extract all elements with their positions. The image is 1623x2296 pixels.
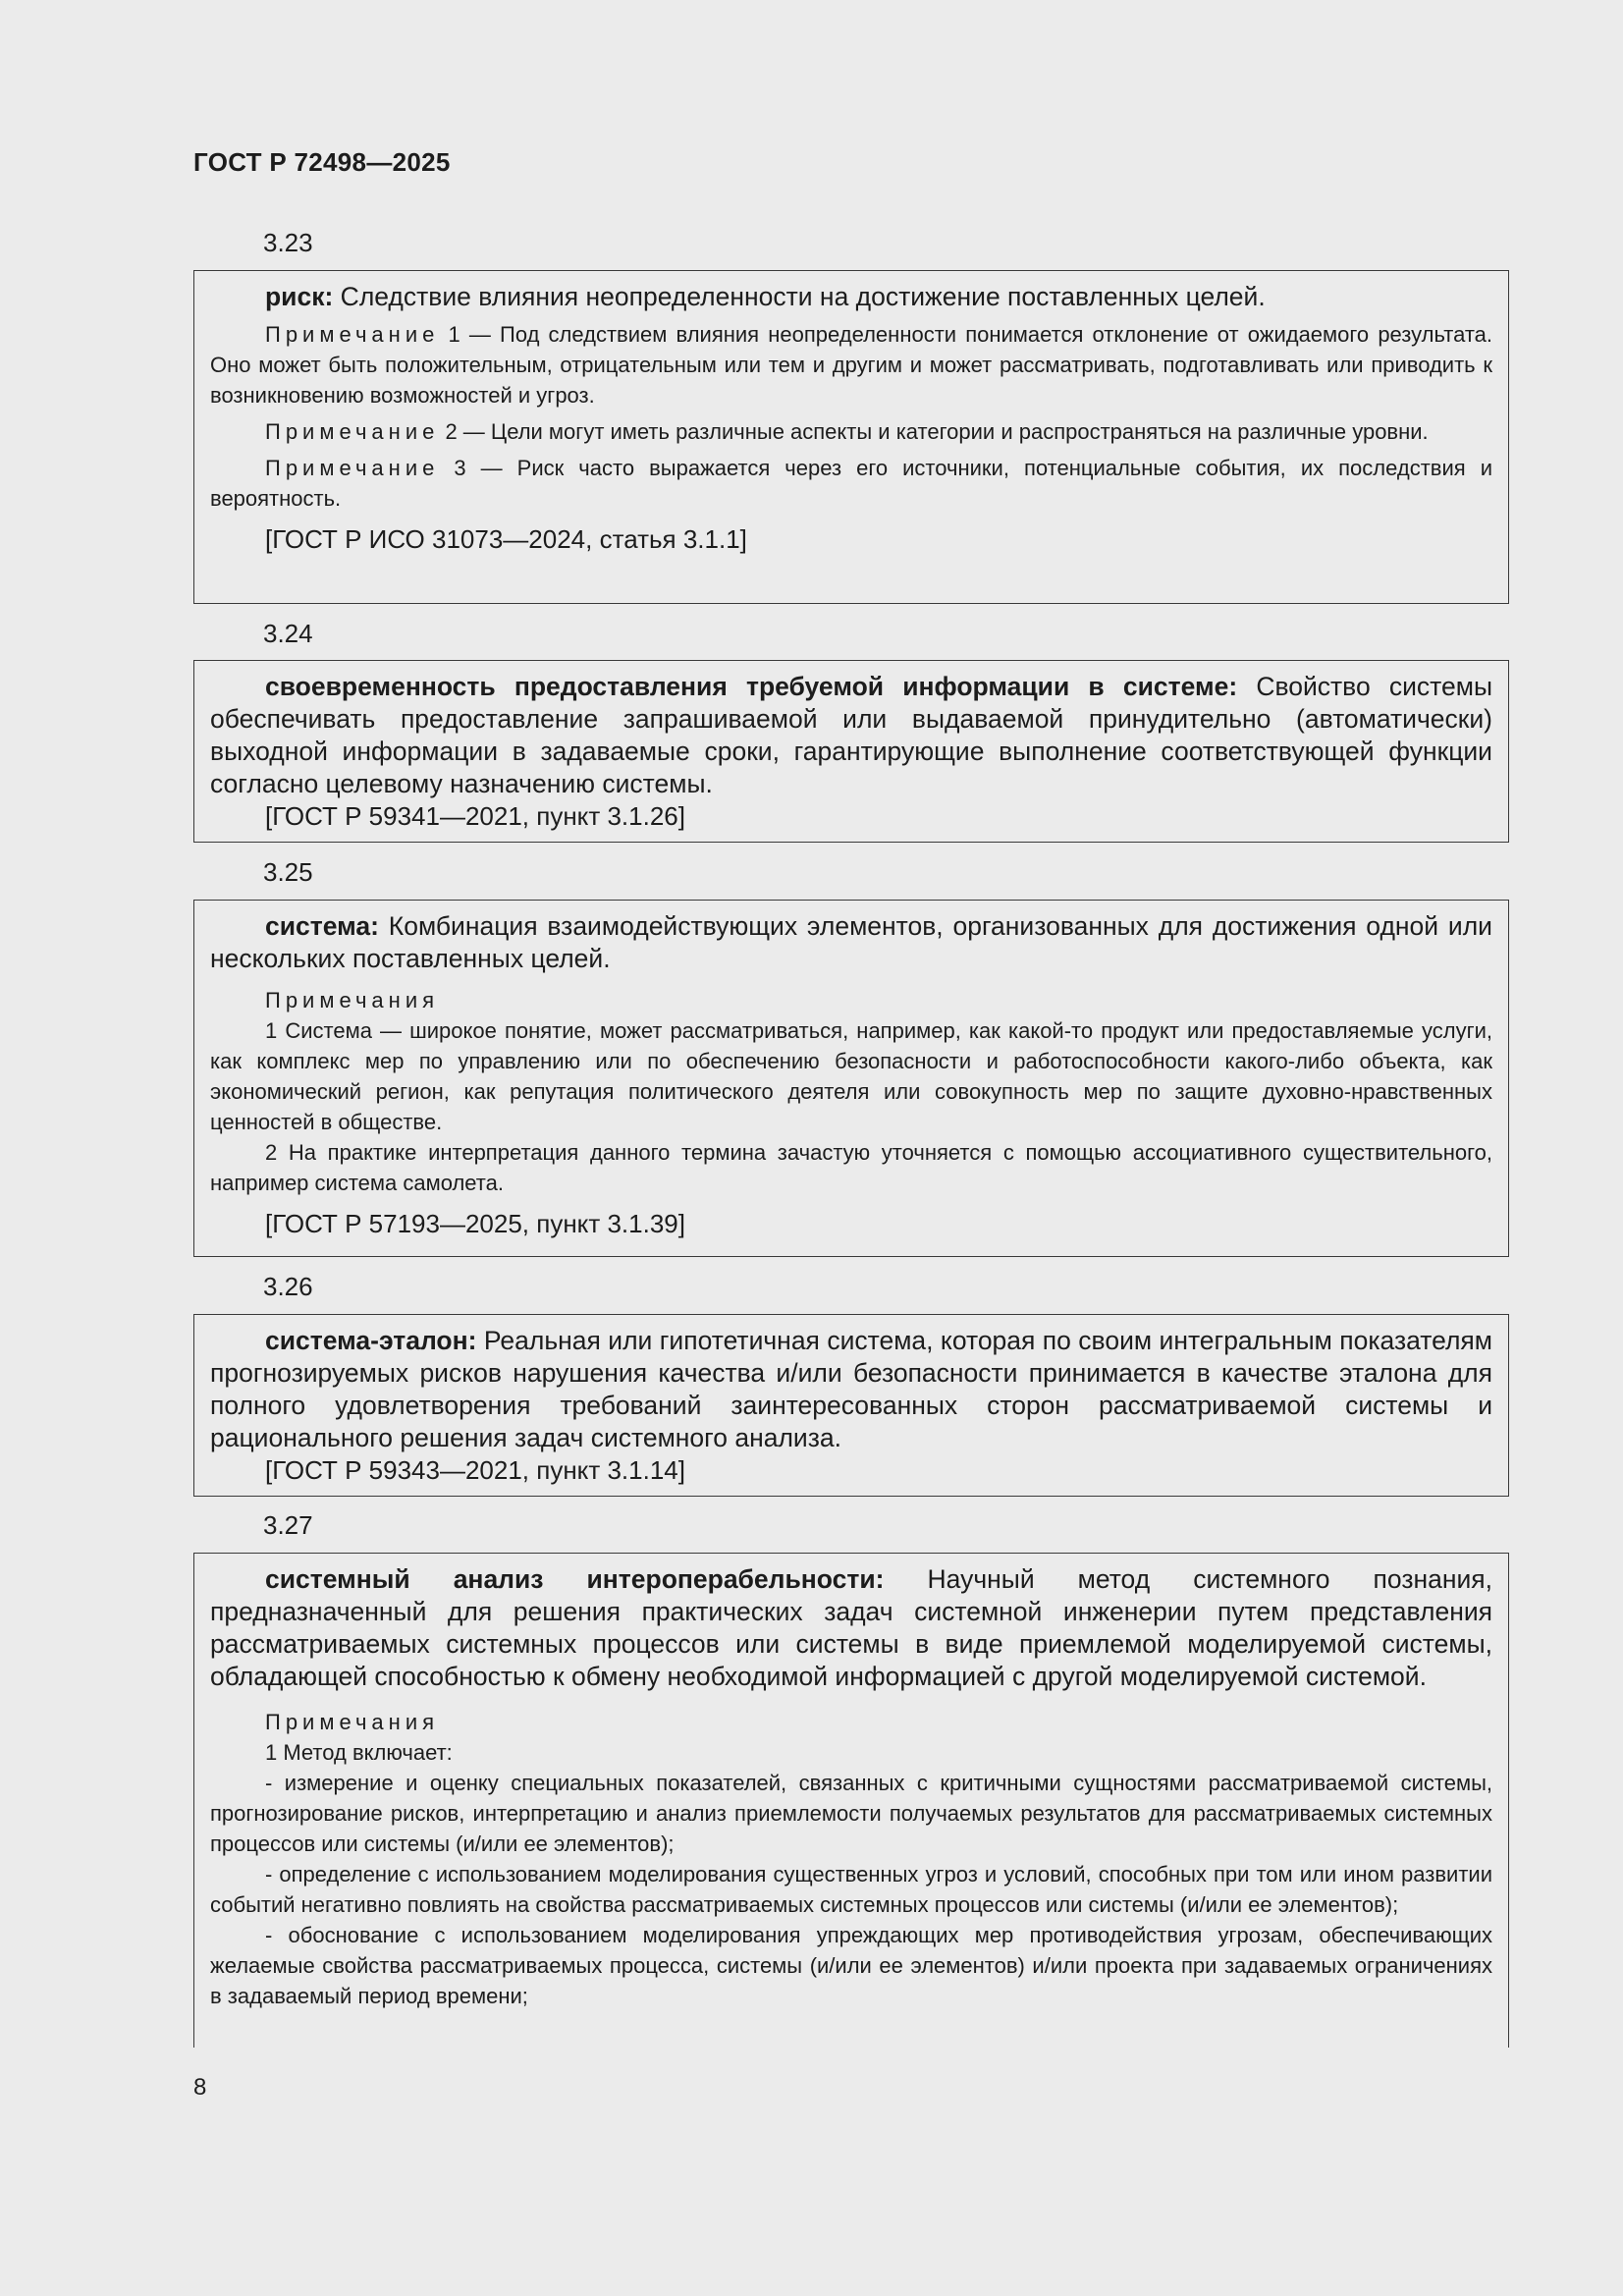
notes-heading: Примечания bbox=[265, 1710, 440, 1734]
term-box-risk bbox=[193, 270, 1509, 604]
note-item: - определение с использованием моделирования существенных угроз и условий, способных при том или ином развитии событий негативно повлиять на свойства рассматриваемых системных процессов или системы (и/или ее элементов); bbox=[210, 1862, 1492, 1917]
source-reference: [ГОСТ Р 57193—2025, пункт 3.1.39] bbox=[265, 1209, 685, 1238]
source-reference: [ГОСТ Р 59343—2021, пункт 3.1.14] bbox=[265, 1455, 685, 1485]
term: система-эталон: bbox=[265, 1326, 477, 1355]
entry-number: 3.23 bbox=[263, 228, 313, 257]
note bbox=[210, 319, 1492, 410]
source-reference: [ГОСТ Р ИСО 31073—2024, статья 3.1.1] bbox=[265, 524, 747, 554]
entry-number: 3.24 bbox=[263, 619, 313, 648]
note-item: 1 Система — широкое понятие, может рассматриваться, например, как какой-то продукт или предоставляемые услуги, как комплекс мер по управлению или по обеспечению безопасности и работоспособности какого-либо объекта, как экономический регион, как репутация политического деятеля или совокупность мер по защите духовно-нравственных ценностей в обществе. bbox=[210, 1018, 1492, 1134]
definition bbox=[210, 1563, 1492, 1693]
note-text: 1 — Под следствием влияния неопределенности понимается отклонение от ожидаемого результата. Оно может быть положительным, отрицательным или тем и другим и может рассматривать, подготавливать или приводить к возникновению возможностей и угроз. bbox=[210, 322, 1492, 408]
term-box-timeliness bbox=[193, 660, 1509, 843]
note-item: - обоснование с использованием моделирования упреждающих мер противодействия угрозам, обеспечивающих желаемые свойства рассматриваемых процесса, системы (и/или ее элементов) и/или проекта при задаваемых ограничениях в задаваемый период времени; bbox=[210, 1923, 1492, 2008]
note-label: Примечание bbox=[265, 322, 440, 347]
definition-text: Свойство системы обеспечивать предоставление запрашиваемой или выдаваемой принудительно (автоматически) выходной информации в задаваемые сроки, гарантирующие выполнение соответствующей функции согласно целевому назначению системы. bbox=[210, 672, 1492, 798]
note-item: 2 На практике интерпретация данного термина зачастую уточняется с помощью ассоциативного существительного, например система самолета. bbox=[210, 1140, 1492, 1195]
definition-text: Следствие влияния неопределенности на достижение поставленных целей. bbox=[333, 282, 1266, 311]
definition bbox=[210, 1325, 1492, 1454]
term-box-interoperability-analysis bbox=[193, 1553, 1509, 2048]
definition-text: Реальная или гипотетичная система, которая по своим интегральным показателям прогнозируемых рисков нарушения качества и/или безопасности принимается в качестве эталона для полного удовлетворения требований заинтересованных сторон рассматриваемой системы и рационального решения задач системного анализа. bbox=[210, 1326, 1492, 1452]
term-box-reference-system bbox=[193, 1314, 1509, 1497]
document-code-header: ГОСТ Р 72498—2025 bbox=[193, 147, 451, 177]
note-text: 2 — Цели могут иметь различные аспекты и категории и распространяться на различные уровни. bbox=[439, 419, 1429, 444]
entry-number: 3.25 bbox=[263, 857, 313, 887]
source-reference: [ГОСТ Р 59341—2021, пункт 3.1.26] bbox=[265, 801, 685, 831]
term-box-system bbox=[193, 900, 1509, 1257]
term: риск: bbox=[265, 282, 334, 311]
term: своевременность предоставления требуемой информации в системе: bbox=[265, 672, 1238, 701]
term: система: bbox=[265, 911, 379, 941]
entry-number: 3.27 bbox=[263, 1510, 313, 1540]
definition bbox=[210, 910, 1492, 975]
note-label: Примечание bbox=[265, 456, 440, 480]
entry-number: 3.26 bbox=[263, 1272, 313, 1301]
note-item: - измерение и оценку специальных показателей, связанных с критичными сущностями рассматриваемой системы, прогнозирование рисков, интерпретацию и анализ приемлемости получаемых результатов для рассматриваемых системных процессов или системы (и/или ее элементов); bbox=[210, 1771, 1492, 1856]
note-text: 3 — Риск часто выражается через его источники, потенциальные события, их последствия и вероятность. bbox=[210, 456, 1492, 511]
definition-text: Комбинация взаимодействующих элементов, организованных для достижения одной или нескольких поставленных целей. bbox=[210, 911, 1492, 973]
note-item: 1 Метод включает: bbox=[265, 1740, 453, 1765]
definition-text: Научный метод системного познания, предназначенный для решения практических задач системной инженерии путем представления рассматриваемых системных процессов или системы в виде приемлемой моделируемой системы, обладающей способностью к обмену необходимой информацией с другой моделируемой системой. bbox=[210, 1564, 1492, 1691]
note bbox=[210, 416, 1492, 447]
note bbox=[210, 453, 1492, 514]
definition bbox=[210, 281, 1492, 313]
note-label: Примечание bbox=[265, 419, 440, 444]
definition bbox=[210, 671, 1492, 800]
page-number: 8 bbox=[193, 2074, 207, 2101]
notes-heading: Примечания bbox=[265, 988, 440, 1012]
term: системный анализ интероперабельности: bbox=[265, 1564, 885, 1594]
